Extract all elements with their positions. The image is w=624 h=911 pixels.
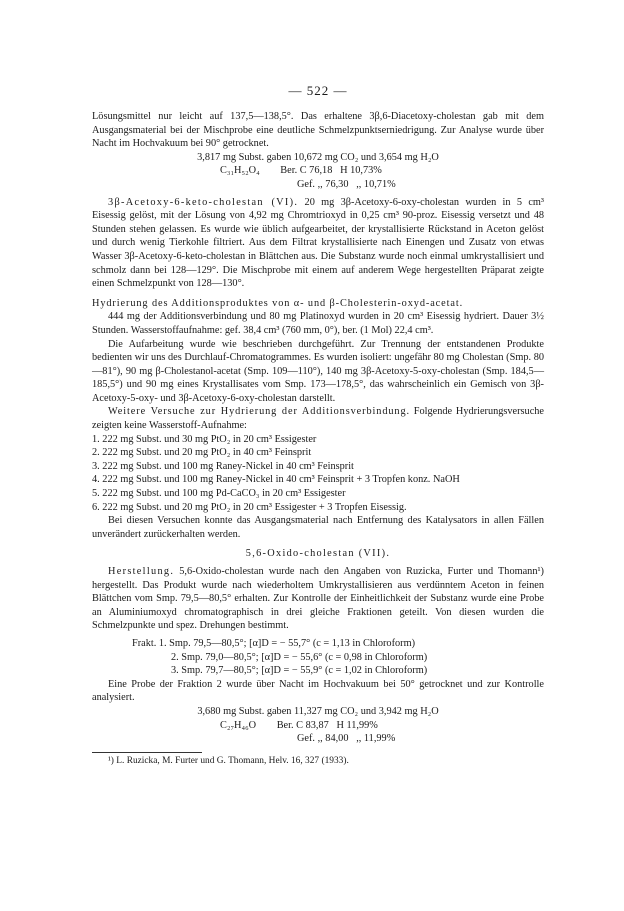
- trial-item: 3. 222 mg Subst. und 100 mg Raney-Nickel in 40 cm³ Feinsprit: [92, 460, 354, 472]
- section-weitere-text: Folgende Hydrierungsversuche zeigten keine Wasserstoff-Aufnahme:: [92, 406, 544, 432]
- section-hydrierung-heading: Hydrierung des Additionsproduktes von α- und β-Cholesterin-oxyd-acetat.: [92, 297, 464, 309]
- section-vii-title: 5,6-Oxido-cholestan (VII).: [245, 548, 391, 560]
- trial-list: [92, 433, 544, 515]
- page-number: — 522 —: [288, 83, 348, 98]
- section-vii-heading: Herstellung.: [108, 566, 175, 577]
- trial-item: 5. 222 mg Subst. und 100 mg Pd-CaCO₃ in 20 cm³ Essigester: [92, 488, 346, 500]
- section-vi-text: 20 mg 3β-Acetoxy-6-oxy-cholestan wurden in 5 cm³ Eisessig gelöst, mit der Lösung von 4,92 mg Chromtrioxyd in 0,25 cm³ 90-proz. Eisessig versetzt und 48 Stunden stehen gelassen. Es wurde wie üblich aufgearbeitet, der krystallisierte Rückstand in Aceton gelöst und durch wenig Tierkohle filtriert. Aus dem Filtrat krystallisierte nach Einengen und Zusatz von etwas Wasser 3β-Acetoxy-6-keto-cholestan in Blättchen aus. Die Substanz wurde noch einmal umkrystallisiert und schmolz dann bei 128—129°. Die Mischprobe mit einem auf anderem Wege hergestellten Präparat zeigte einen Schmelzpunkt von 128—130°.: [92, 196, 544, 290]
- trial-item: 6. 222 mg Subst. und 20 mg PtO₂ in 20 cm³ Essigester + 3 Tropfen Eisessig.: [92, 501, 407, 513]
- section-hydrierung-text-1: 444 mg der Additionsverbindung und 80 mg Platinoxyd wurden in 20 cm³ Eisessig hydriert. Dauer 3½ Stunden. Wasserstoffaufnahme: gef. 38,4 cm³ (760 mm, 0°), ber. (1 Mol) 22,4 cm³.: [92, 311, 544, 336]
- trial-item: 4. 222 mg Subst. und 100 mg Raney-Nickel in 40 cm³ Feinsprit + 3 Tropfen konz. NaOH: [92, 474, 460, 486]
- footnote-rule: [92, 752, 202, 753]
- trial-item: 1. 222 mg Subst. und 30 mg PtO₂ in 20 cm³ Essigester: [92, 433, 317, 445]
- footnote: ¹) L. Ruzicka, M. Furter und G. Thomann, Helv. 16, 327 (1933).: [108, 755, 349, 766]
- fraction-row: 2. Smp. 79,0—80,5°; [α]D = − 55,6° (c = 0,98 in Chloroform): [171, 651, 428, 663]
- section-weitere-heading: Weitere Versuche zur Hydrierung der Additionsverbindung.: [108, 406, 410, 418]
- section-vii-text: 5,6-Oxido-cholestan wurde nach den Angaben von Ruzicka, Furter und Thomann¹) hergestellt. Das Produkt wurde nach wiederholtem Umkrystallisieren aus verdünntem Aceton in feinen Blättchen vom Smp. 79,5—80,5° erhalten. Zur Kontrolle der Einheitlichkeit der Substanz wurde eine Probe an Aluminiumoxyd chromatographisch in drei gleiche Fraktionen geteilt. Von diesen wurden die Schmelzpunkte und spez. Drehungen bestimmt.: [92, 566, 544, 632]
- analysis-1-line-1: 3,817 mg Subst. gaben 10,672 mg CO₂ und 3,654 mg H₂O: [197, 151, 439, 163]
- analysis-1-line-2: C₃₁H₅₂O₄ Ber. C 76,18 H 10,73%: [220, 165, 382, 177]
- analysis-1-line-3: Gef. ,, 76,30 ,, 10,71%: [297, 178, 396, 190]
- section-weitere: [92, 405, 544, 432]
- section-hydrierung-text-2: Die Aufarbeitung wurde wie beschrieben durchgeführt. Zur Trennung der entstandenen Produkte bedienten wir uns des Durchlauf-Chromatogrammes. Es wurden isoliert: ungefähr 80 mg Cholestan (Smp. 80—81°), 90 mg β-Cholestanol-acetat (Smp. 109—110°), 140 mg 3β-Acetoxy-5-oxy-cholestan (Smp. 184,5—185,5°) und 90 mg eines Krystallisates vom Smp. 173—178,5°, das wahrscheinlich ein Gemisch von 3β-Acetoxy-5-oxy- und 3β-Acetoxy-6-oxy-cholestan darstellt.: [92, 338, 544, 404]
- section-weitere-conclusion: Bei diesen Versuchen konnte das Ausgangsmaterial nach Entfernung des Katalysators in allen Fällen unverändert zurückerhalten werden.: [92, 515, 544, 540]
- page-body: [92, 110, 544, 768]
- trial-item: 2. 222 mg Subst. und 20 mg PtO₂ in 40 cm³ Feinsprit: [92, 447, 312, 459]
- section-vi: [92, 196, 544, 291]
- paragraph-intro: Lösungsmittel nur leicht auf 137,5—138,5°. Das erhaltene 3β,6-Diacetoxy-cholestan gab mit dem Ausgangsmaterial bei der Mischprobe eine deutliche Schmelzpunktserniedrigung. Zur Analyse wurde über Nacht im Hochvakuum bei 90° getrocknet.: [92, 111, 544, 150]
- section-vii: [92, 565, 544, 633]
- analysis-2-line-1: 3,680 mg Subst. gaben 11,327 mg CO₂ und 3,942 mg H₂O: [197, 705, 439, 717]
- section-vi-heading: 3β-Acetoxy-6-keto-cholestan (VI).: [108, 196, 299, 208]
- analysis-2-line-3: Gef. ,, 84,00 ,, 11,99%: [297, 733, 396, 745]
- fraction-row: Frakt. 1. Smp. 79,5—80,5°; [α]D = − 55,7° (c = 1,13 in Chloroform): [132, 637, 416, 649]
- fraction-row: 3. Smp. 79,7—80,5°; [α]D = − 55,9° (c = 1,02 in Chloroform): [171, 665, 428, 677]
- section-vii-conclusion: Eine Probe der Fraktion 2 wurde über Nacht im Hochvakuum bei 50° getrocknet und zur Kontrolle analysiert.: [92, 678, 544, 704]
- analysis-2-line-2: C₂₇H₄₆O Ber. C 83,87 H 11,99%: [220, 719, 378, 731]
